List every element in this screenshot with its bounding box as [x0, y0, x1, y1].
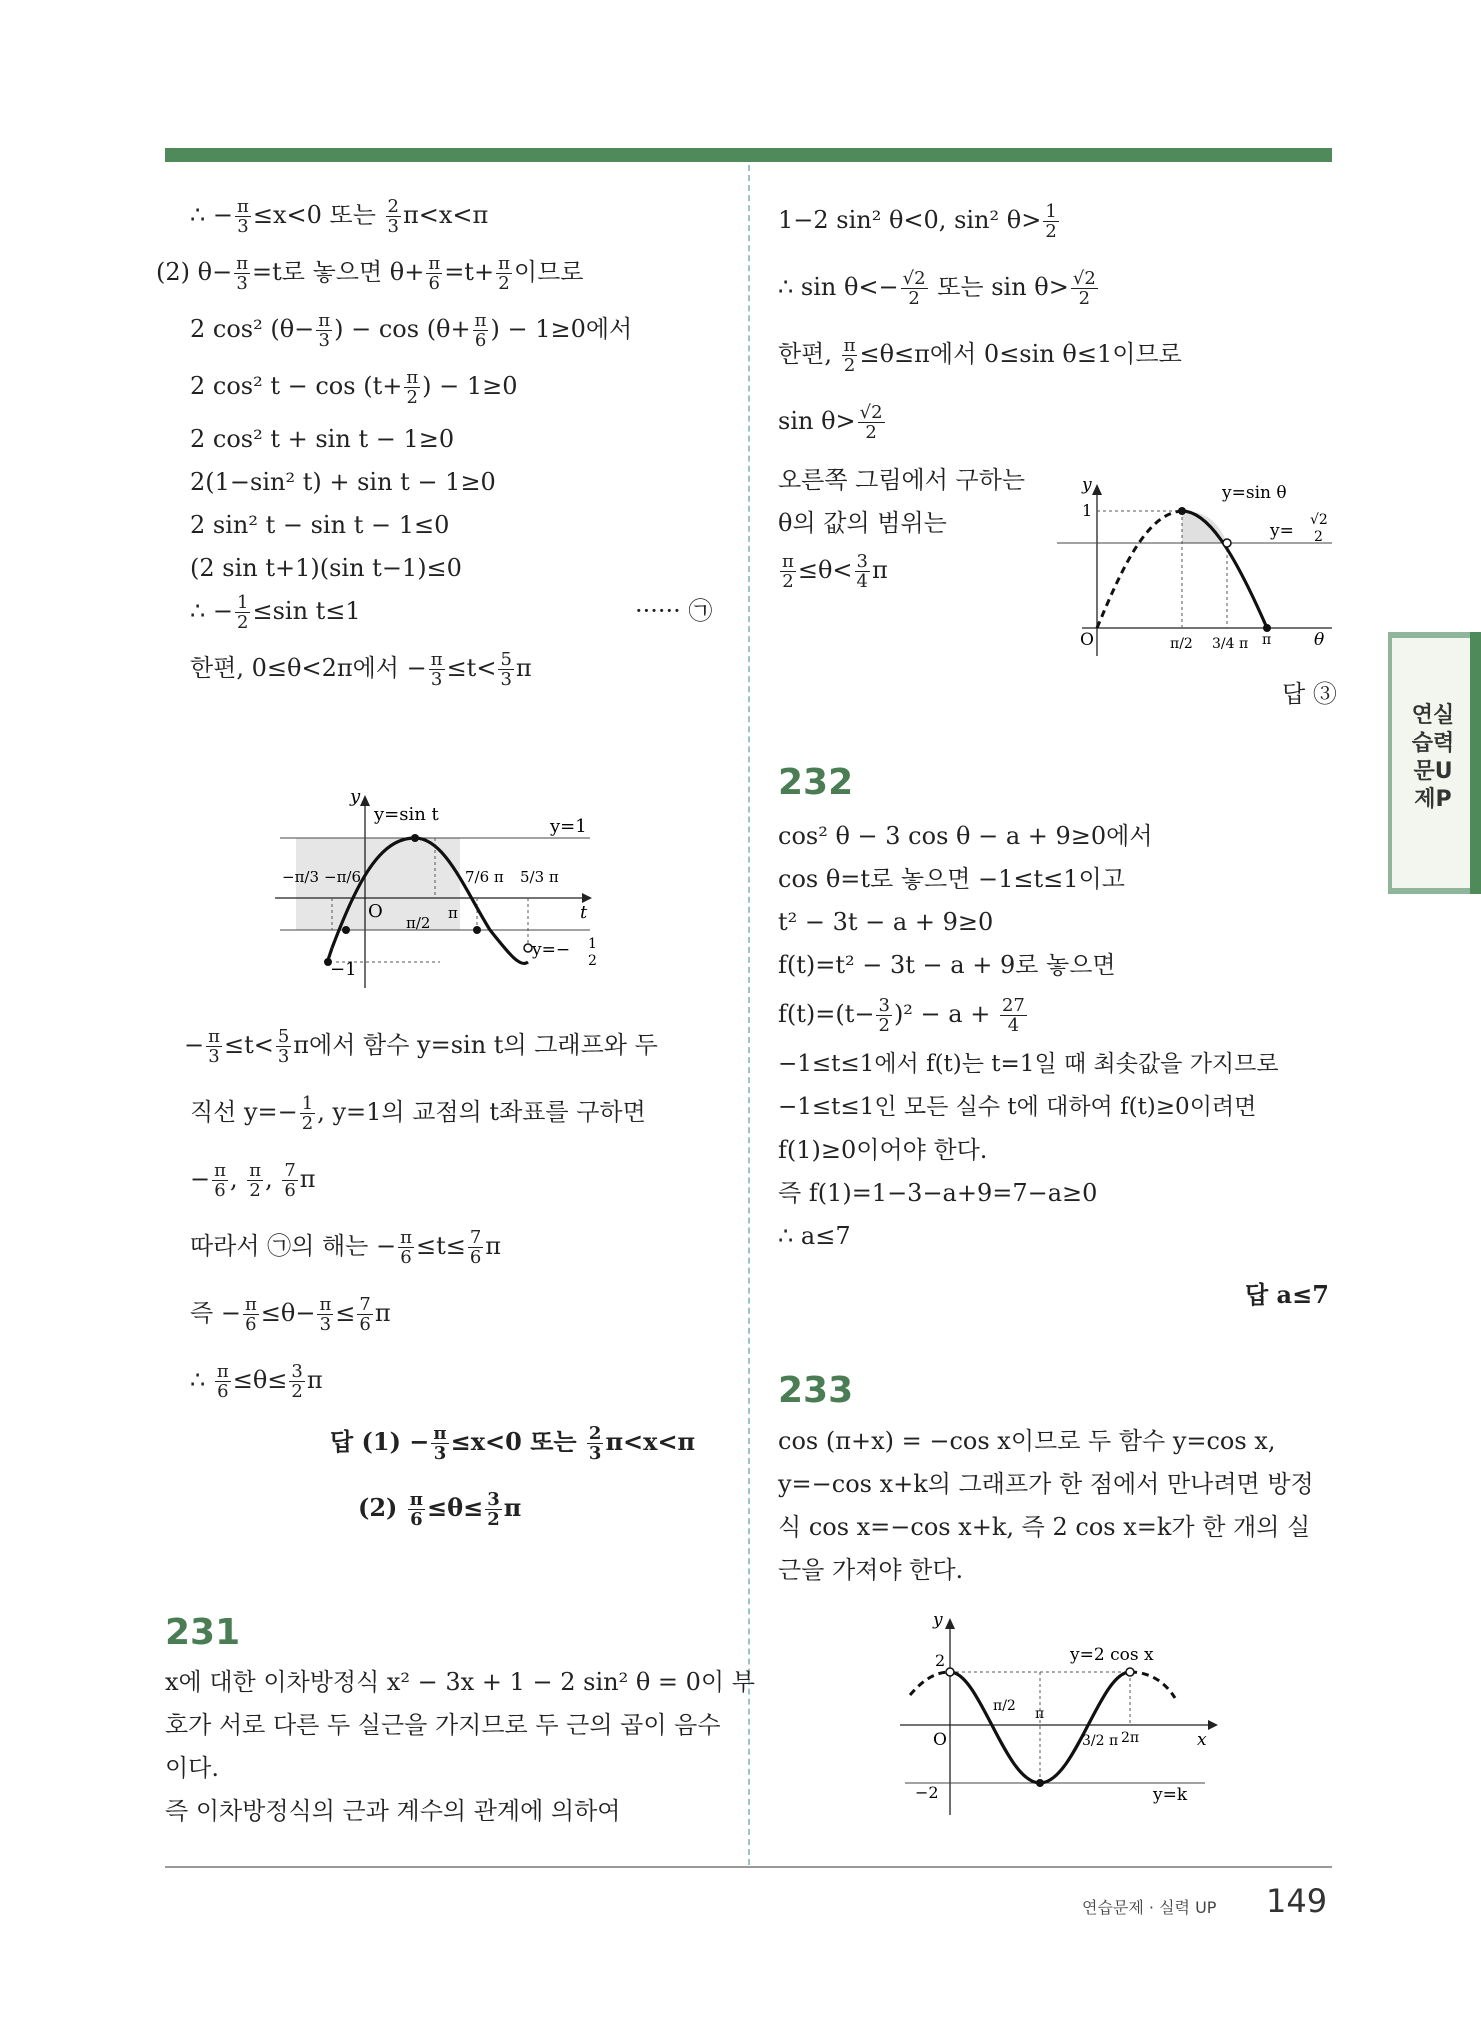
left-column-lower — [184, 1025, 730, 1403]
left-line-11: − $\frac{\pi}{3}$ ≤t< $\frac{5}{3}$ π에서 함수 y=sin t의 그래프와 두 — [184, 1026, 658, 1067]
problem-233-heading: 233 — [778, 1370, 854, 1411]
intersect-point-1 — [342, 926, 350, 934]
s232-line-7: −1≤t≤1인 모든 실수 t에 대하여 f(t)≥0이려면 — [778, 1094, 1257, 1120]
intersect-point-2 — [473, 926, 481, 934]
line-label-2: y= — [1270, 521, 1294, 541]
curve-label-3: y=2 cos x — [1070, 1645, 1154, 1665]
two-label: 2 — [935, 1651, 946, 1670]
tick-5pi3: 5/3 π — [520, 868, 559, 886]
left-line-7: 2 sin² t − sin t − 1≤0 — [190, 511, 450, 539]
equation-marker: ······ ㉠ — [635, 597, 713, 625]
left-line-10: 한편, 0≤θ<2π에서 − $\frac{\pi}{3}$ ≤t< $\frac{5}{3}$ π — [190, 649, 532, 690]
right-line-4: sin θ> $\frac{√2}{2}$ — [778, 402, 883, 443]
right-line-6: θ의 값의 범위는 — [778, 509, 947, 537]
left-line-14: 따라서 ㉠의 해는 − $\frac{\pi}{6}$ ≤t≤ $\frac{7}{6}$ π — [190, 1227, 502, 1268]
s232-line-4: f(t)=t² − 3t − a + 9로 놓으면 — [778, 951, 1116, 979]
tick-minus-pi3: −π/3 — [282, 868, 320, 886]
minus1-label: −1 — [330, 959, 357, 980]
dashed-right — [1130, 1672, 1175, 1698]
origin-label-2: O — [1080, 630, 1094, 650]
y-label: y — [350, 790, 361, 807]
left-line-12: 직선 y=− $\frac{1}{2}$ , y=1의 교점의 t좌표를 구하면 — [190, 1093, 646, 1134]
tick-pi2: π/2 — [406, 914, 431, 932]
max-point — [411, 834, 419, 842]
tick-pi2-3: π/2 — [993, 1698, 1016, 1714]
left-line-8: (2 sin t+1)(sin t−1)≤0 — [190, 554, 462, 582]
left-line-3: 2 cos² (θ− $\frac{\pi}{3}$ ) − cos (θ+ $\frac{\pi}{6}$ ) − 1≥0에서 — [190, 310, 633, 351]
answer-231-prev-1: 답 (1) − $\frac{\pi}{3}$ ≤x<0 또는 $\frac{2}{3}$ π<x<π — [330, 1423, 696, 1464]
left-column — [156, 195, 730, 691]
max-point-2 — [1178, 507, 1186, 515]
y-label-3: y — [933, 1610, 943, 1630]
u233-line-2: y=−cos x+k의 그래프가 한 점에서 만나려면 방정 — [778, 1470, 1314, 1498]
bottom-rule — [165, 1866, 1332, 1868]
line2-frac-den: 2 — [588, 953, 597, 969]
line1-label: y=1 — [550, 816, 587, 837]
s232-line-1: cos² θ − 3 cos θ − a + 9≥0에서 — [778, 822, 1153, 850]
tick-minus-pi6: −π/6 — [324, 868, 362, 886]
side-tab-label: 연실 습력 문U 제P — [1411, 703, 1455, 812]
u233-line-4: 근을 가져야 한다. — [778, 1556, 964, 1584]
page-number: 149 — [1266, 1882, 1328, 1920]
y-axis-arrow-3 — [945, 1618, 955, 1629]
dashed-left — [910, 1672, 950, 1695]
tick-3pi2-3: 3/2 π — [1082, 1733, 1119, 1749]
right-line-7: $\frac{\pi}{2}$ ≤θ< $\frac{3}{4}$ π — [782, 551, 888, 592]
left-line-1: ∴ − $\frac{\pi}{3}$ ≤x<0 또는 $\frac{2}{3}$ π<x<π — [190, 196, 489, 237]
u233-line-3: 식 cos x=−cos x+k, 즉 2 cos x=k가 한 개의 실 — [778, 1513, 1311, 1541]
line-frac-num-2: √2 — [1310, 512, 1328, 528]
tick-pi-2: π — [1262, 632, 1272, 648]
x-axis-arrow-3 — [1208, 1720, 1218, 1730]
problem-233-body — [778, 1420, 1333, 1592]
answer-232: 답 a≤7 — [1245, 1280, 1329, 1309]
origin-label-3: O — [933, 1730, 947, 1750]
left-line-6: 2(1−sin² t) + sin t − 1≥0 — [190, 468, 496, 496]
curve-label: y=sin t — [374, 804, 439, 825]
left-line-13: − $\frac{\pi}{6}$ , $\frac{\pi}{2}$ , $\frac{7}{6}$ π — [190, 1160, 316, 1201]
s232-line-10: ∴ a≤7 — [778, 1222, 851, 1250]
footer-section-label: 연습문제 · 실력 UP — [1082, 1898, 1217, 1917]
end-point-2 — [1263, 624, 1271, 632]
open-end-point — [524, 944, 532, 952]
x-label-3: x — [1197, 1730, 1207, 1750]
line2-frac-num: 1 — [588, 936, 597, 952]
tick-2pi-3: 2π — [1121, 1730, 1140, 1746]
y-axis-arrow-2 — [1092, 484, 1102, 495]
left-line-5: 2 cos² t + sin t − 1≥0 — [190, 425, 455, 453]
problem-232-heading: 232 — [778, 762, 854, 803]
s232-line-5: f(t)=(t− $\frac{3}{2}$ )² − a + $\frac{27}{4}$ — [778, 995, 1025, 1036]
top-accent-bar — [165, 148, 1332, 162]
min-point — [1036, 1779, 1044, 1787]
p231-line-4: 즉 이차방정식의 근과 계수의 관계에 의하여 — [165, 1797, 621, 1825]
tick-pi-3: π — [1035, 1706, 1045, 1722]
open-right — [1126, 1668, 1134, 1676]
right-line-2: ∴ sin θ<− $\frac{√2}{2}$ 또는 sin θ> $\frac{√2}{2}$ — [778, 268, 1096, 309]
left-line-2: (2) θ− $\frac{\pi}{3}$ =t로 놓으면 θ+ $\frac{\pi}{6}$ =t+ $\frac{\pi}{2}$ 이므로 — [156, 253, 584, 294]
right-line-1: 1−2 sin² θ<0, sin² θ> $\frac{1}{2}$ — [778, 201, 1057, 242]
one-label: 1 — [1082, 501, 1093, 520]
answer-230: 답 ③ — [1282, 680, 1337, 708]
theta-label: θ — [1314, 630, 1325, 650]
p231-line-3: 이다. — [165, 1754, 219, 1782]
line-frac-den-2: 2 — [1314, 529, 1323, 545]
tick-7pi6: 7/6 π — [465, 868, 504, 886]
left-line-15: 즉 − $\frac{\pi}{6}$ ≤θ− $\frac{\pi}{3}$ ≤ $\frac{7}{6}$ π — [190, 1294, 391, 1335]
section-side-tab — [1388, 632, 1481, 894]
problem-232-body — [778, 815, 1333, 1258]
tick-pi: π — [448, 904, 458, 922]
left-line-9: ∴ − $\frac{1}{2}$ ≤sin t≤1 ······ ㉠ — [190, 592, 713, 633]
dashed-sine — [1097, 511, 1182, 628]
open-point-2 — [1223, 539, 1231, 547]
left-line-16: ∴ $\frac{\pi}{6}$ ≤θ≤ $\frac{3}{2}$ π — [190, 1361, 323, 1402]
column-divider — [748, 165, 750, 1865]
problem-231-heading: 231 — [165, 1612, 241, 1653]
line-label-3: y=k — [1153, 1785, 1188, 1805]
open-left — [946, 1668, 954, 1676]
p231-line-1: x에 대한 이차방정식 x² − 3x + 1 − 2 sin² θ = 0이 부 — [165, 1668, 755, 1696]
minus2-label: −2 — [915, 1783, 939, 1802]
line2-label: y=− — [532, 940, 571, 960]
p231-line-2: 호가 서로 다른 두 실근을 가지므로 두 근의 곱이 음수 — [165, 1711, 721, 1739]
right-line-3: 한편, $\frac{\pi}{2}$ ≤θ≤π에서 0≤sin θ≤1이므로 — [778, 335, 1182, 376]
problem-231-body — [165, 1660, 755, 1832]
right-line-5: 오른쪽 그림에서 구하는 — [778, 466, 1026, 494]
sine-theta-graph — [1052, 478, 1334, 663]
tick-3pi4-2: 3/4 π — [1212, 636, 1249, 652]
s232-line-9: 즉 f(1)=1−3−a+9=7−a≥0 — [778, 1179, 1098, 1207]
s232-line-2: cos θ=t로 놓으면 −1≤t≤1이고 — [778, 865, 1125, 893]
y-label-2: y — [1082, 478, 1092, 495]
tick-pi2-2: π/2 — [1170, 636, 1193, 652]
t-label: t — [580, 902, 588, 923]
s232-line-8: f(1)≥0이어야 한다. — [778, 1136, 988, 1164]
curve-label-2: y=sin θ — [1222, 483, 1287, 503]
s232-line-6: −1≤t≤1에서 f(t)는 t=1일 때 최솟값을 가지므로 — [778, 1051, 1279, 1077]
sine-t-graph — [270, 790, 610, 995]
y-axis-arrow — [360, 795, 370, 806]
s232-line-3: t² − 3t − a + 9≥0 — [778, 908, 994, 936]
origin-label: O — [368, 901, 383, 922]
cosine-graph — [895, 1610, 1225, 1820]
answer-231-prev-2: (2) $\frac{\pi}{6}$ ≤θ≤ $\frac{3}{2}$ π — [358, 1489, 522, 1530]
left-line-4: 2 cos² t − cos (t+ $\frac{\pi}{2}$ ) − 1≥0 — [190, 367, 518, 408]
u233-line-1: cos (π+x) = −cos x이므로 두 함수 y=cos x, — [778, 1427, 1276, 1455]
